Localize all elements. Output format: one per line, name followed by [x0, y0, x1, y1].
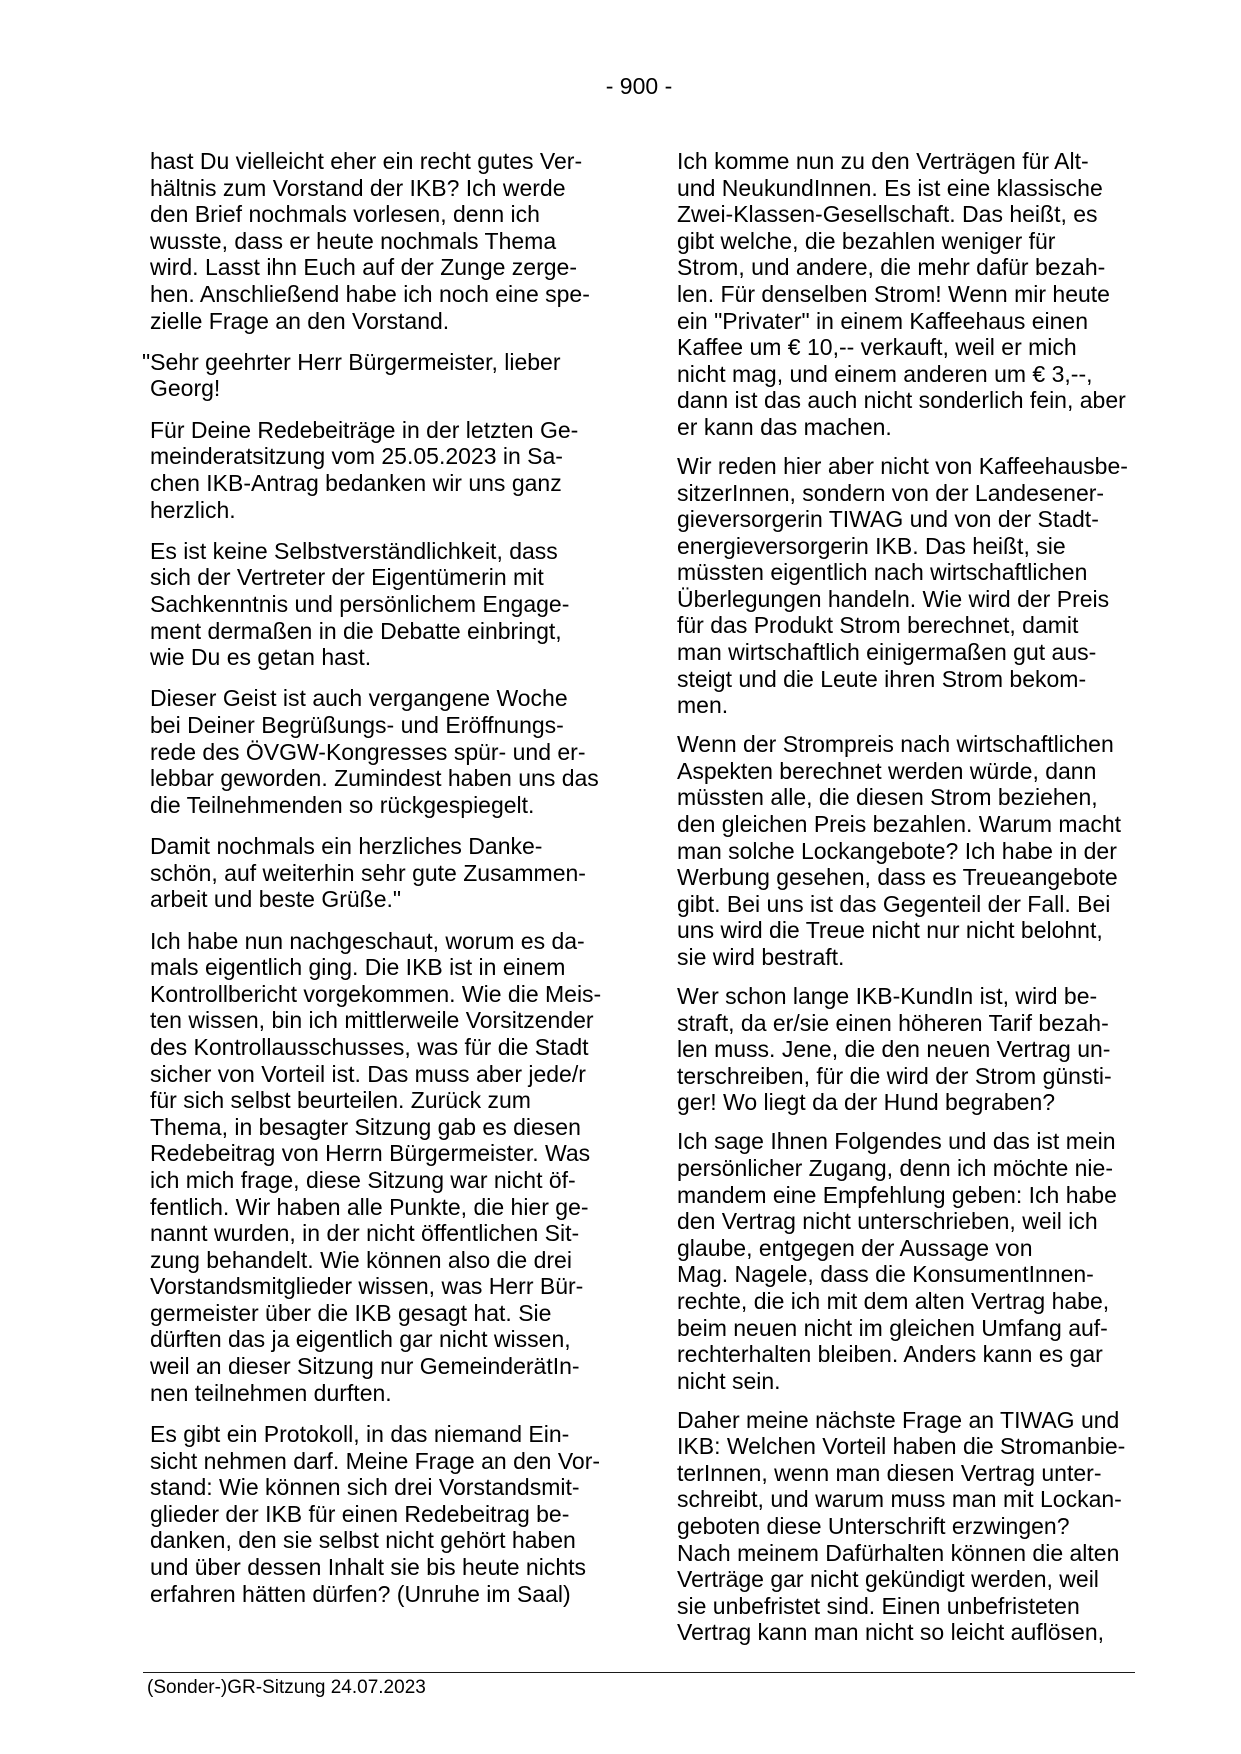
- text-line: sicht nehmen darf. Meine Frage an den Vor-: [150, 1447, 601, 1474]
- text-line: nicht sein.: [677, 1367, 781, 1394]
- text-line: sie unbefristet sind. Einen unbefristeten: [677, 1592, 1080, 1619]
- text-line: Vorstandsmitglieder wissen, was Herr Bür-: [150, 1273, 584, 1300]
- text-line: Für Deine Redebeiträge in der letzten Ge-: [150, 416, 579, 443]
- text-line: men.: [677, 692, 729, 719]
- text-line: den Vertrag nicht unterschrieben, weil ich: [677, 1208, 1098, 1235]
- text-line: man wirtschaftlich einigermaßen gut aus-: [677, 639, 1097, 666]
- text-line: ten wissen, bin ich mittlerweile Vorsitzender: [150, 1007, 594, 1034]
- paragraph: [150, 1421, 625, 1607]
- text-line: wie Du es getan hast.: [150, 644, 372, 671]
- text-line: zielle Frage an den Vorstand.: [150, 307, 450, 334]
- text-line: Werbung gesehen, dass es Treueangebote: [677, 864, 1118, 891]
- text-line: zung behandelt. Wie können also die drei: [150, 1246, 572, 1273]
- text-line: Ich sage Ihnen Folgendes und das ist mein: [677, 1128, 1116, 1155]
- text-line: sie wird bestraft.: [677, 944, 845, 970]
- text-line: Aspekten berechnet werden würde, dann: [677, 757, 1097, 784]
- paragraph: [150, 148, 625, 334]
- text-line: und NeukundInnen. Es ist eine klassische: [677, 174, 1103, 201]
- text-line: Es gibt ein Protokoll, in das niemand Ein-: [150, 1420, 570, 1447]
- paragraph: [677, 983, 1139, 1116]
- text-line: gieversorgerin TIWAG und von der Stadt-: [677, 506, 1099, 533]
- text-line: Nach meinem Dafürhalten können die alten: [677, 1539, 1120, 1566]
- paragraph: [142, 348, 625, 402]
- text-line: Überlegungen handeln. Wie wird der Preis: [677, 585, 1110, 612]
- text-line: energieversorgerin IKB. Das heißt, sie: [677, 532, 1066, 559]
- right-column: [677, 148, 1139, 1658]
- text-line: beim neuen nicht im gleichen Umfang auf-: [677, 1314, 1108, 1341]
- text-line: rechte, die ich mit dem alten Vertrag habe,: [677, 1287, 1110, 1314]
- paragraph: [150, 833, 625, 913]
- text-line: Kontrollbericht vorgekommen. Wie die Meis-: [150, 980, 602, 1007]
- text-line: hast Du vielleicht eher ein recht gutes Ver-: [150, 148, 583, 174]
- text-line: Es ist keine Selbstverständlichkeit, dass: [150, 537, 558, 564]
- text-line: stand: Wie können sich drei Vorstandsmit-: [150, 1474, 580, 1501]
- text-line: hältnis zum Vorstand der IKB? Ich werde: [150, 174, 566, 201]
- text-line: Damit nochmals ein herzliches Danke-: [150, 833, 543, 860]
- paragraph: [677, 148, 1139, 441]
- text-line: für sich selbst beurteilen. Zurück zum: [150, 1087, 531, 1114]
- text-line: sich der Vertreter der Eigentümerin mit: [150, 564, 544, 591]
- text-line: und über dessen Inhalt sie bis heute nichts: [150, 1553, 587, 1580]
- text-line: germeister über die IKB gesagt hat. Sie: [150, 1299, 552, 1326]
- text-line: Wir reden hier aber nicht von Kaffeehausbe-: [677, 452, 1128, 479]
- text-line: steigt und die Leute ihren Strom bekom-: [677, 665, 1087, 692]
- text-line: nannt wurden, in der nicht öffentlichen Sit-: [150, 1220, 580, 1247]
- paragraph: [677, 1407, 1139, 1646]
- text-line: wird. Lasst ihn Euch auf der Zunge zerge-: [150, 254, 578, 281]
- text-line: rechterhalten bleiben. Anders kann es gar: [677, 1341, 1103, 1368]
- text-line: ger! Wo liegt da der Hund begraben?: [677, 1089, 1056, 1116]
- text-line: uns wird die Treue nicht nur nicht belohnt,: [677, 917, 1103, 944]
- text-line: Zwei-Klassen-Gesellschaft. Das heißt, es: [677, 201, 1098, 228]
- text-line: Strom, und andere, die mehr dafür bezah-: [677, 254, 1106, 281]
- text-line: den Brief nochmals vorlesen, denn ich: [150, 201, 540, 228]
- text-line: ment dermaßen in die Debatte einbringt,: [150, 617, 562, 644]
- text-line: für das Produkt Strom berechnet, damit: [677, 612, 1079, 639]
- text-line: chen IKB-Antrag bedanken wir uns ganz: [150, 469, 562, 496]
- text-line: meinderatsitzung vom 25.05.2023 in Sa-: [150, 443, 563, 470]
- text-line: Kaffee um € 10,-- verkauft, weil er mich: [677, 334, 1077, 361]
- text-line: Ich komme nun zu den Verträgen für Alt-: [677, 148, 1089, 174]
- text-line: Vertrag kann man nicht so leicht auflösen,: [677, 1619, 1105, 1646]
- text-line: Verträge gar nicht gekündigt werden, weil: [677, 1566, 1099, 1593]
- text-line: ich mich frage, diese Sitzung war nicht öf-: [150, 1166, 576, 1193]
- text-line: sitzerInnen, sondern von der Landesener-: [677, 479, 1105, 506]
- text-line: Redebeitrag von Herrn Bürgermeister. Was: [150, 1140, 591, 1167]
- text-line: Georg!: [150, 375, 221, 402]
- text-line: len muss. Jene, die den neuen Vertrag un-: [677, 1036, 1111, 1063]
- text-line: lebbar geworden. Zumindest haben uns das: [150, 765, 599, 792]
- text-line: "Sehr geehrter Herr Bürgermeister, lieber: [142, 348, 561, 375]
- text-line: hen. Anschließend habe ich noch eine spe-: [150, 280, 590, 307]
- text-line: geboten diese Unterschrift erzwingen?: [677, 1513, 1070, 1540]
- paragraph: [150, 538, 625, 671]
- text-line: schreibt, und warum muss man mit Lockan-: [677, 1486, 1122, 1513]
- paragraph: [150, 928, 625, 1407]
- text-line: gibt welche, die bezahlen weniger für: [677, 227, 1056, 254]
- text-line: len. Für denselben Strom! Wenn mir heute: [677, 280, 1110, 307]
- text-line: müssten eigentlich nach wirtschaftlichen: [677, 559, 1088, 586]
- text-line: nicht mag, und einem anderen um € 3,--,: [677, 360, 1093, 387]
- text-line: nen teilnehmen durften.: [150, 1379, 392, 1406]
- text-line: ein "Privater" in einem Kaffeehaus einen: [677, 307, 1088, 334]
- text-line: terInnen, wenn man diesen Vertrag unter-: [677, 1459, 1102, 1486]
- paragraph: [150, 685, 625, 818]
- text-line: fentlich. Wir haben alle Punkte, die hier ge-: [150, 1193, 589, 1220]
- text-line: glieder der IKB für einen Redebeitrag be-: [150, 1500, 570, 1527]
- text-line: sicher von Vorteil ist. Das muss aber jede/r: [150, 1060, 586, 1087]
- footer-text: (Sonder-)GR-Sitzung 24.07.2023: [147, 1677, 426, 1698]
- text-line: erfahren hätten dürfen? (Unruhe im Saal): [150, 1580, 571, 1607]
- text-line: herzlich.: [150, 496, 236, 523]
- text-line: Wer schon lange IKB-KundIn ist, wird be-: [677, 982, 1098, 1009]
- footer-divider: [143, 1672, 1135, 1673]
- text-line: Mag. Nagele, dass die KonsumentInnen-: [677, 1261, 1094, 1288]
- left-column: [142, 148, 625, 1622]
- text-line: Thema, in besagter Sitzung gab es diesen: [150, 1113, 581, 1140]
- text-line: straft, da er/sie einen höheren Tarif bezah-: [677, 1009, 1109, 1036]
- text-line: IKB: Welchen Vorteil haben die Stromanbie-: [677, 1433, 1126, 1460]
- text-line: gibt. Bei uns ist das Gegenteil der Fall. Bei: [677, 890, 1111, 917]
- text-line: rede des ÖVGW-Kongresses spür- und er-: [150, 738, 586, 765]
- text-line: wusste, dass er heute nochmals Thema: [150, 227, 557, 254]
- text-line: weil an dieser Sitzung nur GemeinderätIn-: [150, 1353, 580, 1380]
- paragraph: [150, 417, 625, 523]
- text-line: dürften das ja eigentlich gar nicht wissen,: [150, 1326, 571, 1353]
- paragraph: [677, 1128, 1139, 1394]
- text-line: die Teilnehmenden so rückgespiegelt.: [150, 791, 535, 818]
- text-line: mals eigentlich ging. Die IKB ist in einem: [150, 954, 566, 981]
- paragraph: [677, 453, 1139, 719]
- text-line: Ich habe nun nachgeschaut, worum es da-: [150, 927, 585, 954]
- text-line: dann ist das auch nicht sonderlich fein, aber: [677, 387, 1126, 414]
- text-line: danken, den sie selbst nicht gehört haben: [150, 1527, 576, 1554]
- paragraph: [677, 731, 1139, 970]
- text-line: Dieser Geist ist auch vergangene Woche: [150, 685, 568, 712]
- text-line: müssten alle, die diesen Strom beziehen,: [677, 784, 1098, 811]
- text-line: persönlicher Zugang, denn ich möchte nie-: [677, 1154, 1113, 1181]
- text-line: Sachkenntnis und persönlichem Engage-: [150, 590, 570, 617]
- text-line: man solche Lockangebote? Ich habe in der: [677, 837, 1117, 864]
- text-line: glaube, entgegen der Aussage von: [677, 1234, 1033, 1261]
- text-line: Wenn der Strompreis nach wirtschaftlichen: [677, 731, 1114, 758]
- text-line: den gleichen Preis bezahlen. Warum macht: [677, 811, 1122, 838]
- text-line: er kann das machen.: [677, 413, 892, 440]
- text-line: terschreiben, für die wird der Strom günsti-: [677, 1062, 1112, 1089]
- text-line: arbeit und beste Grüße.": [150, 886, 402, 913]
- text-line: schön, auf weiterhin sehr gute Zusammen-: [150, 859, 586, 886]
- text-line: bei Deiner Begrüßungs- und Eröffnungs-: [150, 712, 564, 739]
- text-line: mandem eine Empfehlung geben: Ich habe: [677, 1181, 1117, 1208]
- page-number: - 900 -: [605, 73, 673, 99]
- text-line: Daher meine nächste Frage an TIWAG und: [677, 1406, 1120, 1433]
- text-line: des Kontrollausschusses, was für die Stadt: [150, 1033, 589, 1060]
